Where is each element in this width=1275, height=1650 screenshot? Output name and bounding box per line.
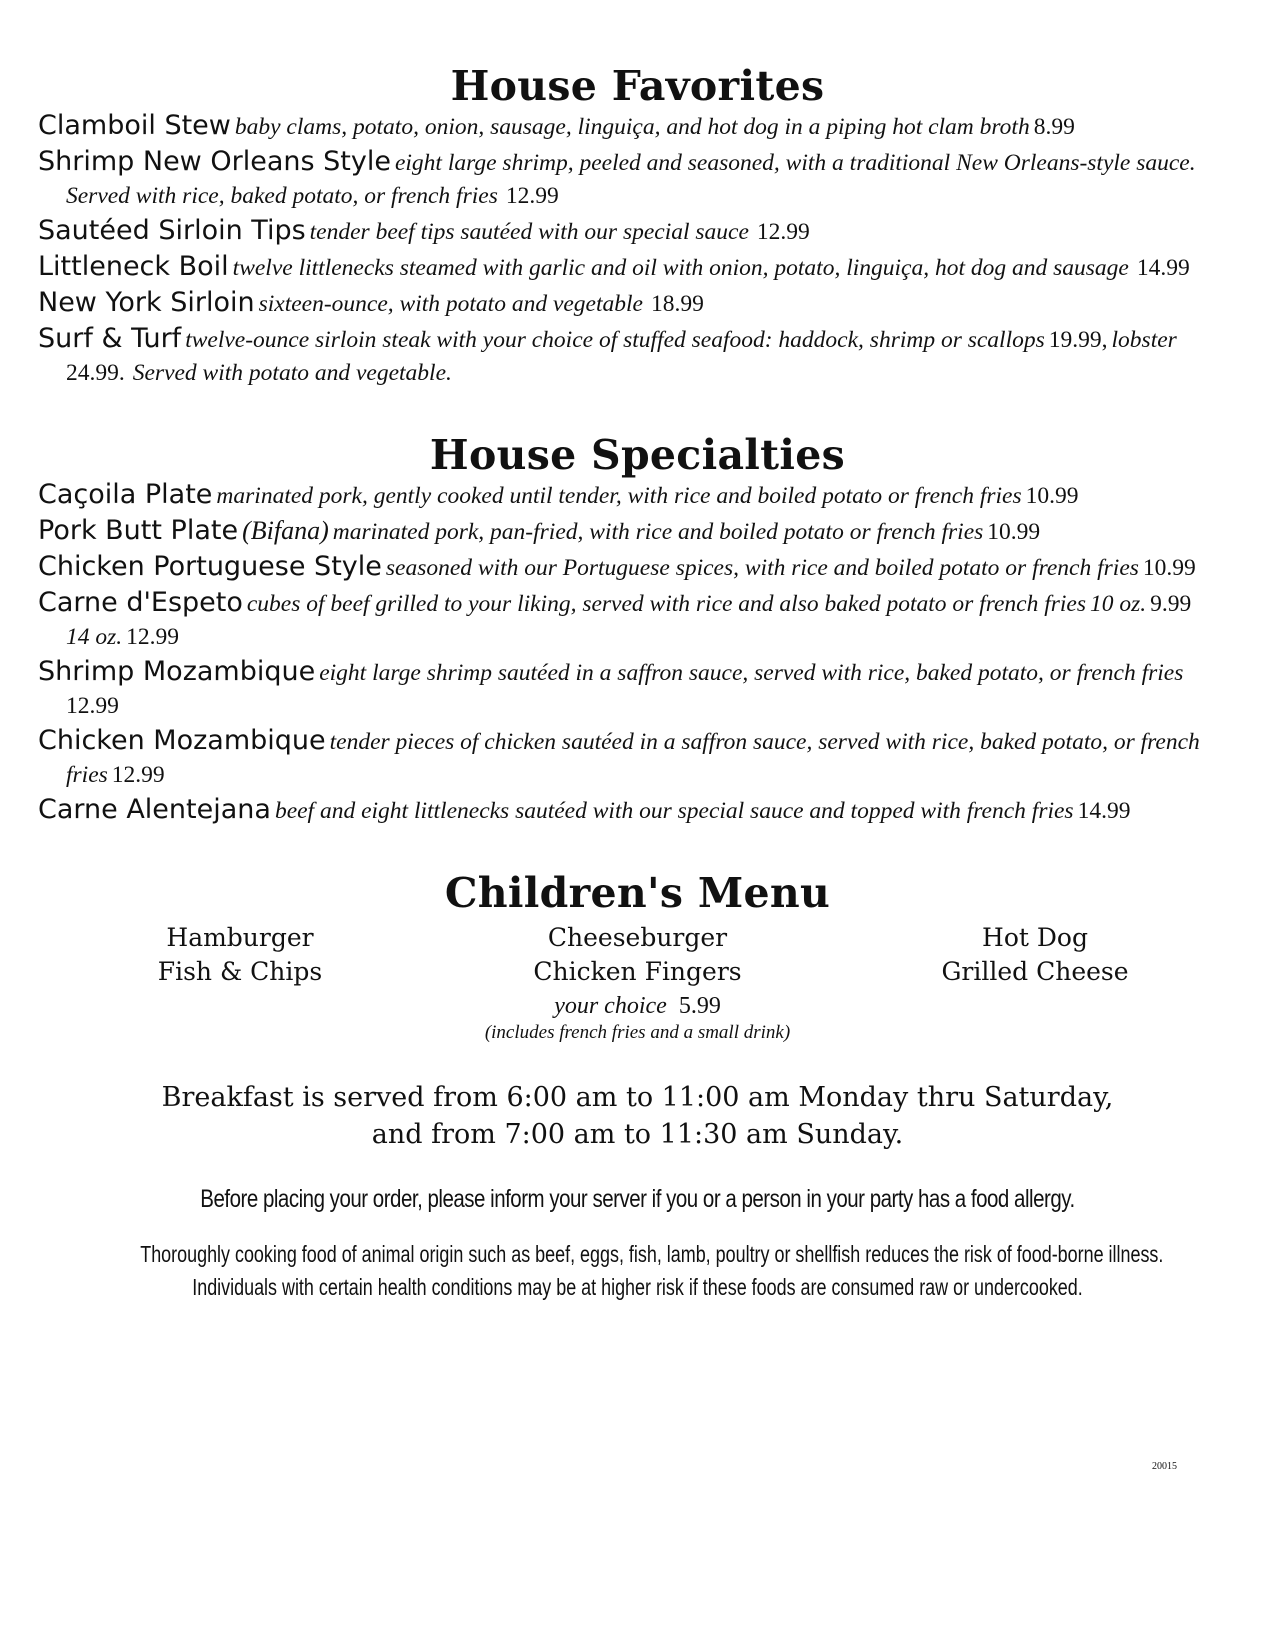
item-description: eight large shrimp sautéed in a saffron sauce, served with rice, baked potato, or french fries [319,660,1184,686]
kids-item: Chicken Fingers [533,957,742,986]
item-description: eight large shrimp, peeled and seasoned, with a traditional New Orleans-style sauce. Served with rice, baked potato, or french fries [66,150,1196,209]
item-name: Littleneck Boil [38,251,229,282]
item-description: tender beef tips sautéed with our special sauce [309,219,749,245]
breakfast-hours-line: and from 7:00 am to 11:30 am Sunday. [371,1119,904,1150]
kids-item: Fish & Chips [157,957,323,986]
kids-choice-price: 5.99 [678,993,721,1019]
item-description: sixteen-ounce, with potato and vegetable [258,291,643,317]
item-price: 12.99 [126,624,180,650]
item-price: 12.99 [756,219,810,245]
item-name: Shrimp New Orleans Style [38,146,391,177]
item-description: seasoned with our Portuguese spices, with rice and boiled potato or french fries [385,555,1139,581]
item-price: 18.99 [650,291,704,317]
item-size: 10 oz. [1090,591,1147,617]
house-specialties-heading: House Specialties [429,431,846,479]
childrens-menu-heading: Children's Menu [444,869,831,917]
menu-code: 20015 [1152,1461,1177,1472]
menu-item [38,725,1215,793]
item-description: marinated pork, gently cooked until tender, with rice and boiled potato or french fries [216,483,1022,509]
item-note: Served with potato and vegetable. [132,360,452,386]
item-description: twelve littlenecks steamed with garlic and oil with onion, potato, linguiça, hot dog and sausage [232,255,1129,281]
kids-includes-note: (includes french fries and a small drink) [484,1022,791,1043]
item-price: 19.99, [1048,327,1108,353]
item-extra-price: 24.99. [66,360,125,386]
item-name: Sautéed Sirloin Tips [38,215,306,246]
consumer-advisory [140,1238,1164,1304]
kids-item: Grilled Cheese [941,957,1129,986]
item-name: Clamboil Stew [38,110,231,141]
item-description: marinated pork, pan-fried, with rice and boiled potato or french fries [332,519,984,545]
menu-item [38,587,1215,655]
menu-item [38,551,1215,586]
item-description: baby clams, potato, onion, sausage, linguiça, and hot dog in a piping hot clam broth [234,114,1030,140]
item-price: 14.99 [1077,798,1131,824]
kids-column [528,921,748,989]
item-description: tender pieces of chicken sautéed in a saffron sauce, served with rice, baked potato, or french fries [66,729,1200,788]
item-alt-name: (Bifana) [242,516,329,545]
menu-item [38,146,1215,214]
breakfast-hours-line: Breakfast is served from 6:00 am to 11:00 am Monday thru Saturday, [161,1082,1114,1113]
kids-item: Hot Dog [982,923,1088,952]
allergy-notice: Before placing your order, please inform your server if you or a person in your party has a food allergy. [200,1185,1075,1213]
menu-item [38,287,1215,322]
item-name: Chicken Mozambique [38,725,326,756]
item-name: Shrimp Mozambique [38,656,316,687]
advisory-line: Thoroughly cooking food of animal origin such as beef, eggs, fish, lamb, poultry or shellfish reduces the risk of food-borne illness. [140,1241,1164,1267]
item-name: New York Sirloin [38,287,255,318]
item-price: 12.99 [66,693,119,719]
menu-item [38,251,1215,286]
menu-item [38,323,1215,391]
item-price: 10.99 [987,519,1041,545]
item-price: 10.99 [1142,555,1196,581]
advisory-line: Individuals with certain health conditions may be at higher risk if these foods are consumed raw or undercooked. [192,1274,1083,1300]
menu-item [38,656,1215,724]
menu-item [38,794,1215,829]
item-price: 12.99 [505,183,559,209]
menu-item [38,110,1215,145]
breakfast-hours [0,1079,1275,1153]
item-extra-label: lobster [1111,327,1177,353]
item-description: twelve-ounce sirloin steak with your choice of stuffed seafood: haddock, shrimp or scallops [185,327,1045,353]
item-description: beef and eight littlenecks sautéed with our special sauce and topped with french fries [274,798,1074,824]
item-price: 10.99 [1025,483,1079,509]
item-price: 14.99 [1136,255,1190,281]
kids-item: Cheeseburger [547,923,728,952]
menu-item [38,515,1215,550]
item-name: Caçoila Plate [38,479,213,510]
childrens-menu-columns [0,921,1275,989]
house-favorites-heading: House Favorites [450,62,825,110]
item-price: 12.99 [111,762,165,788]
item-name: Chicken Portuguese Style [38,551,382,582]
menu-item [38,215,1215,250]
item-price: 8.99 [1033,114,1075,140]
item-name: Carne Alentejana [38,794,271,825]
kids-column [925,921,1145,989]
house-favorites-list [0,110,1275,391]
item-description: cubes of beef grilled to your liking, served with rice and also baked potato or french fries [246,591,1086,617]
kids-choice [0,991,1275,1021]
item-name: Surf & Turf [38,323,182,354]
kids-choice-label: your choice [554,993,667,1019]
house-specialties-list [0,479,1275,829]
item-price: 9.99 [1150,591,1192,617]
menu-item [38,479,1215,514]
item-size: 14 oz. [66,624,123,650]
item-name: Pork Butt Plate [38,515,239,546]
kids-item: Hamburger [166,923,314,952]
kids-column [130,921,350,989]
item-name: Carne d'Espeto [38,587,243,618]
